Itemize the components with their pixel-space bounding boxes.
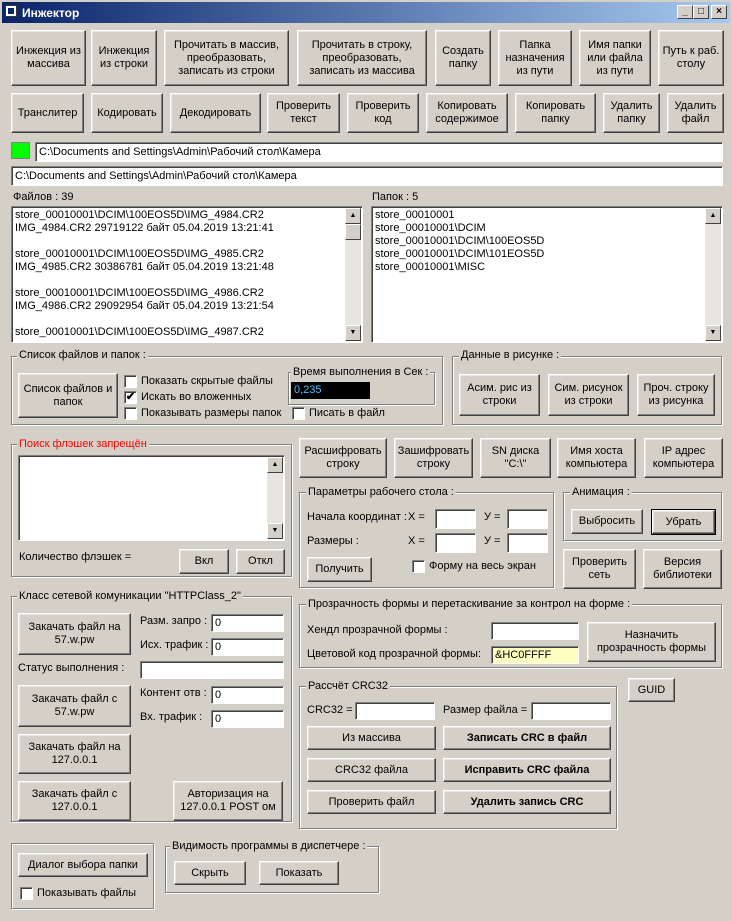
get-desktop-button[interactable]: Получить xyxy=(307,557,372,582)
list-item[interactable]: IMG_4986.CR2 29092954 байт 05.04.2019 13:21:54 xyxy=(15,300,274,312)
flash-group-title: Поиск флэшек запрещён xyxy=(19,438,147,450)
status-label: Статус выполнения : xyxy=(18,662,125,674)
list-item[interactable]: IMG_4985.CR2 30386781 байт 05.04.2019 13:21:48 xyxy=(15,261,274,273)
search-nested-label: Искать во вложенных xyxy=(141,391,252,403)
inject-from-array-button[interactable]: Инжекция из массива xyxy=(11,30,86,86)
scroll-down-icon[interactable]: ▼ xyxy=(345,325,361,341)
path-input-1[interactable]: C:\Documents and Settings\Admin\Рабочий стол\Камера xyxy=(35,142,723,162)
flash-scrollbar[interactable] xyxy=(267,457,283,539)
fix-crc-button[interactable]: Исправить CRC файла xyxy=(443,758,611,782)
decrypt-string-button[interactable]: Расшифровать строку xyxy=(299,438,387,478)
out-traffic-label: Исх. трафик : xyxy=(140,639,209,651)
picture-group-title: Данные в рисунке : xyxy=(461,349,560,361)
files-count-label: Файлов : 39 xyxy=(13,191,74,203)
transliterate-button[interactable]: Транслитер xyxy=(11,93,84,133)
read-to-array-button[interactable]: Прочитать в массив, преобразовать, записать из строки xyxy=(164,30,289,86)
name-from-path-button[interactable]: Имя папки или файла из пути xyxy=(579,30,651,86)
origin-y-label: У = xyxy=(484,511,501,523)
show-hidden-checkbox[interactable] xyxy=(124,375,137,388)
color-code-label: Цветовой код прозрачной формы: xyxy=(307,648,482,660)
show-files-checkbox[interactable] xyxy=(20,887,33,900)
asym-picture-button[interactable]: Асим. рис из строки xyxy=(459,374,540,416)
download-57-button[interactable]: Закачать файл с 57.w.pw xyxy=(18,685,131,727)
list-item[interactable]: store_00010001\DCIM\101EOS5D xyxy=(375,248,545,260)
crc-input[interactable] xyxy=(355,702,435,720)
file-size-input[interactable] xyxy=(531,702,611,720)
delete-crc-button[interactable]: Удалить запись CRC xyxy=(443,790,611,814)
title-bar xyxy=(0,0,732,23)
handle-label: Хендл прозрачной формы : xyxy=(307,624,448,636)
throw-button[interactable]: Выбросить xyxy=(571,509,643,534)
transparency-group-title: Прозрачность формы и перетаскивание за контрол на форме : xyxy=(308,598,631,610)
in-traffic-label: Вх. трафик : xyxy=(140,711,203,723)
copy-folder-button[interactable]: Копировать папку xyxy=(515,93,596,133)
hostname-button[interactable]: Имя хоста компьютера xyxy=(557,438,636,478)
app-icon xyxy=(5,5,17,17)
delete-folder-button[interactable]: Удалить папку xyxy=(603,93,660,133)
http-group-title: Класс сетевой комуникации "HTTPClass_2" xyxy=(19,590,241,602)
desktop-path-button[interactable]: Путь к раб. столу xyxy=(658,30,724,86)
list-item[interactable]: store_00010001\DCIM\100EOS5D xyxy=(375,235,545,247)
path-input-2[interactable]: C:\Documents and Settings\Admin\Рабочий стол\Камера xyxy=(11,166,723,186)
scroll-down-icon[interactable]: ▼ xyxy=(267,523,283,539)
crc-from-array-button[interactable]: Из массива xyxy=(307,726,436,750)
create-folder-button[interactable]: Создать папку xyxy=(435,30,491,86)
show-sizes-label: Показывать размеры папок xyxy=(141,407,282,419)
read-to-string-button[interactable]: Прочитать в строку, преобразовать, записать из массива xyxy=(297,30,427,86)
show-hidden-label: Показать скрытые файлы xyxy=(141,375,273,387)
scroll-up-icon[interactable]: ▲ xyxy=(705,208,721,224)
list-files-folders-button[interactable]: Список файлов и папок xyxy=(18,373,118,418)
show-button[interactable]: Показать xyxy=(259,861,339,885)
scroll-up-icon[interactable]: ▲ xyxy=(345,208,361,224)
upload-57-button[interactable]: Закачать файл на 57.w.pw xyxy=(18,613,131,655)
file-size-label: Размер файла = xyxy=(443,704,528,716)
show-files-label: Показывать файлы xyxy=(37,887,137,899)
upload-local-button[interactable]: Закачать файл на 127.0.0.1 xyxy=(18,734,131,774)
flash-off-button[interactable]: Откл xyxy=(236,549,285,574)
window-title: Инжектор xyxy=(22,6,80,20)
req-size-input[interactable]: 0 xyxy=(211,614,284,632)
flash-count-label: Количество флэшек = xyxy=(19,551,132,563)
flash-on-button[interactable]: Вкл xyxy=(179,549,229,574)
assign-transparency-button[interactable]: Назначить прозрачность формы xyxy=(587,622,716,662)
scroll-down-icon[interactable]: ▼ xyxy=(705,325,721,341)
fullscreen-label: Форму на весь экран xyxy=(429,560,536,572)
files-list[interactable] xyxy=(11,206,363,343)
origin-x-label: X = xyxy=(408,511,425,523)
content-label: Контент отв : xyxy=(140,687,207,699)
check-file-button[interactable]: Проверить файл xyxy=(307,790,436,814)
list-group-title: Список файлов и папок : xyxy=(19,349,146,361)
in-traffic-input[interactable]: 0 xyxy=(211,710,284,728)
close-button[interactable]: × xyxy=(711,5,727,19)
status-input[interactable] xyxy=(140,661,284,679)
write-to-file-checkbox[interactable] xyxy=(292,407,305,420)
folders-scrollbar[interactable] xyxy=(705,208,721,341)
write-to-file-label: Писать в файл xyxy=(309,407,385,419)
crc-file-button[interactable]: CRC32 файла xyxy=(307,758,436,782)
handle-input[interactable] xyxy=(491,622,579,640)
read-from-picture-button[interactable]: Проч. строку из рисунка xyxy=(637,374,715,416)
status-indicator xyxy=(11,142,30,159)
ip-address-button[interactable]: IP адрес компьютера xyxy=(644,438,723,478)
guid-button[interactable]: GUID xyxy=(628,678,675,702)
list-item[interactable]: IMG_4984.CR2 29719122 байт 05.04.2019 13:21:41 xyxy=(15,222,274,234)
time-group-title: Время выполнения в Сек : xyxy=(293,366,429,378)
write-crc-button[interactable]: Записать CRC в файл xyxy=(443,726,611,750)
list-item[interactable]: store_00010001\DCIM xyxy=(375,222,486,234)
origin-x-input[interactable] xyxy=(435,509,476,529)
list-item[interactable]: store_00010001 xyxy=(375,209,455,221)
origin-label: Начала координат : xyxy=(307,511,407,523)
list-item[interactable]: store_00010001\DCIM\100EOS5D\IMG_4986.CR2 xyxy=(15,287,264,299)
origin-y-input[interactable] xyxy=(507,509,548,529)
out-traffic-input[interactable]: 0 xyxy=(211,638,284,656)
encrypt-string-button[interactable]: Зашифровать строку xyxy=(394,438,473,478)
time-display: 0,235 xyxy=(291,382,370,399)
desktop-group-title: Параметры рабочего стола : xyxy=(308,486,454,498)
delete-file-button[interactable]: Удалить файл xyxy=(667,93,724,133)
scroll-thumb[interactable] xyxy=(345,224,361,240)
sizes-label: Размеры : xyxy=(307,535,359,547)
maximize-button[interactable]: □ xyxy=(693,5,709,19)
download-local-button[interactable]: Закачать файл с 127.0.0.1 xyxy=(18,781,131,821)
disk-serial-button[interactable]: SN диска "C:\" xyxy=(480,438,551,478)
anim-group-title: Анимация : xyxy=(572,486,630,498)
remove-button[interactable]: Убрать xyxy=(652,510,715,534)
req-size-label: Разм. запро : xyxy=(140,615,208,627)
inject-from-string-button[interactable]: Инжекция из строки xyxy=(91,30,157,86)
size-y-input[interactable] xyxy=(507,533,548,553)
decode-button[interactable]: Декодировать xyxy=(170,93,261,133)
list-item[interactable]: store_00010001\DCIM\100EOS5D\IMG_4985.CR2 xyxy=(15,248,264,260)
fullscreen-checkbox[interactable] xyxy=(412,560,425,573)
folder-dialog-button[interactable]: Диалог выбора папки xyxy=(18,853,148,877)
visibility-group-title: Видимость программы в диспетчере : xyxy=(172,840,366,852)
list-item[interactable]: store_00010001\MISC xyxy=(375,261,486,273)
crc-group-title: Рассчёт CRC32 xyxy=(308,680,388,692)
show-sizes-checkbox[interactable] xyxy=(124,407,137,420)
size-x-input[interactable] xyxy=(435,533,476,553)
check-text-button[interactable]: Проверить текст xyxy=(267,93,340,133)
target-folder-from-path-button[interactable]: Папка назначения из пути xyxy=(498,30,572,86)
list-item[interactable]: store_00010001\DCIM\100EOS5D\IMG_4984.CR2 xyxy=(15,209,264,221)
hide-button[interactable]: Скрыть xyxy=(174,861,246,885)
folders-count-label: Папок : 5 xyxy=(372,191,419,203)
flash-list[interactable] xyxy=(18,455,285,541)
library-version-button[interactable]: Версия библиотеки xyxy=(643,549,722,589)
encode-button[interactable]: Кодировать xyxy=(91,93,163,133)
list-item[interactable]: store_00010001\DCIM\100EOS5D\IMG_4987.CR2 xyxy=(15,326,264,338)
size-y-label: У = xyxy=(484,535,501,547)
copy-contents-button[interactable]: Копировать содержимое xyxy=(426,93,508,133)
minimize-button[interactable]: _ xyxy=(677,5,693,19)
scroll-up-icon[interactable]: ▲ xyxy=(267,457,283,473)
folders-list[interactable] xyxy=(371,206,723,343)
crc-label: CRC32 = xyxy=(307,704,353,716)
size-x-label: X = xyxy=(408,535,425,547)
files-scrollbar[interactable] xyxy=(345,208,361,341)
auth-post-button[interactable]: Авторизация на 127.0.0.1 POST ом xyxy=(173,781,283,821)
search-nested-checkbox[interactable]: ✔ xyxy=(125,391,136,403)
check-network-button[interactable]: Проверить сеть xyxy=(563,549,636,589)
check-code-button[interactable]: Проверить код xyxy=(347,93,419,133)
color-code-input[interactable]: &HC0FFFF xyxy=(491,646,579,664)
sym-picture-button[interactable]: Сим. рисунок из строки xyxy=(548,374,629,416)
content-input[interactable]: 0 xyxy=(211,686,284,704)
